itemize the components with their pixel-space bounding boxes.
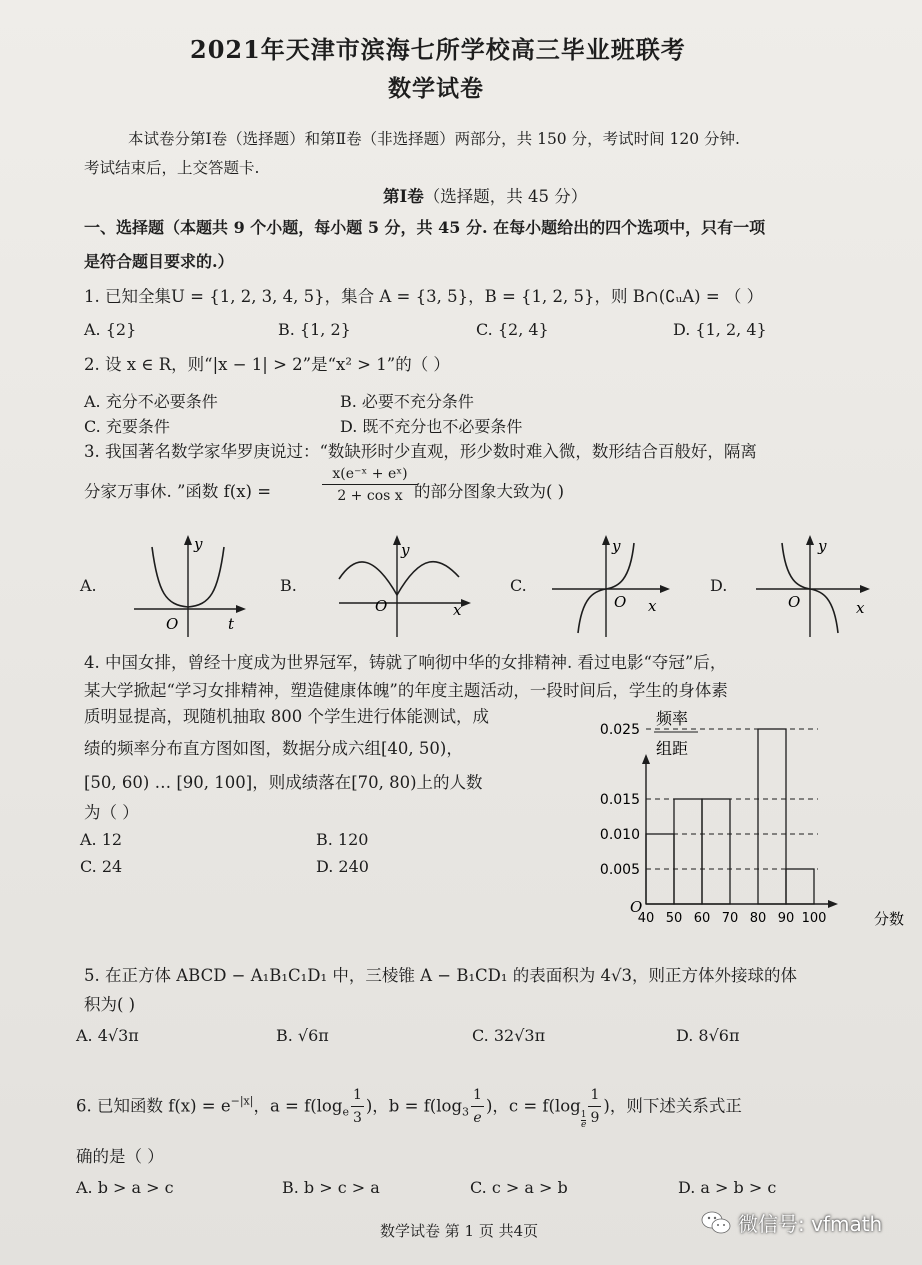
q6-option-c: C. c > a > b <box>470 1178 568 1197</box>
x-label: x <box>453 601 462 619</box>
q5-option-a: A. 4√3π <box>76 1026 139 1045</box>
section-instructions-2: 是符合题目要求的.） <box>84 252 234 271</box>
q6-sub2: 3 <box>462 1105 470 1119</box>
histogram-xlabel: 分数 <box>874 910 905 928</box>
histogram-bar-90-100 <box>786 869 814 904</box>
q3-line-1: 3. 我国著名数学家华罗庚说过：“数缺形时少直观，形少数时难入微，数形结合百般好，隔离 <box>84 442 757 461</box>
histogram-ytick-0.005: 0.005 <box>599 862 640 878</box>
exam-subtitle: 数学试卷 <box>388 75 484 102</box>
q1-option-d: D. {1, 2, 4} <box>673 320 767 339</box>
x-arrow <box>660 585 670 593</box>
y-label: y <box>818 537 827 555</box>
q1-option-c: C. {2, 4} <box>476 320 549 339</box>
ylabel-top: 频率 <box>656 709 689 728</box>
q6-option-b: B. b > c > a <box>282 1178 380 1197</box>
q6-frac1-num: 1 <box>351 1084 364 1107</box>
histogram-bar-60-70 <box>702 799 730 904</box>
q3-frac-den: 2 + cos x <box>337 488 403 504</box>
q4-option-b: B. 120 <box>316 830 369 849</box>
q1-option-b: B. {1, 2} <box>278 320 351 339</box>
origin-label: O <box>166 615 179 633</box>
histogram-ytick-0.025: 0.025 <box>599 722 640 738</box>
q6-stem-d: )，c = f(log <box>485 1096 581 1116</box>
q3-option-c-label: C. <box>510 576 527 595</box>
y-arrow <box>184 535 192 545</box>
q6-frac3-num: 1 <box>588 1084 601 1107</box>
y-arrow <box>393 535 401 545</box>
x-label: x <box>856 599 865 617</box>
q5-option-b: B. √6π <box>276 1026 329 1045</box>
q4-line-2: 某大学掀起“学习女排精神，塑造健康体魄”的年度主题活动，一段时间后，学生的身体素 <box>84 681 728 700</box>
x-arrow <box>461 599 471 607</box>
q3-graph-d <box>752 533 882 639</box>
q4-line-3: 质明显提高，现随机抽取 800 个学生进行体能测试，成 <box>84 707 489 726</box>
q2-stem: 2. 设 x ∈ R，则“|x − 1| > 2”是“x² > 1”的（ ） <box>84 355 450 374</box>
q6-option-d: D. a > b > c <box>678 1178 777 1197</box>
section-instructions-1: 一、选择题（本题共 9 个小题，每小题 5 分，共 45 分. 在每小题给出的四个选项中，只有一项 <box>84 218 766 237</box>
q6-sub3 <box>581 1111 587 1130</box>
x-arrow <box>236 605 246 613</box>
histogram-xtick-40: 40 <box>637 911 655 926</box>
origin-label: O <box>614 593 627 611</box>
q3-graph-b <box>335 533 475 639</box>
q2-option-b: B. 必要不充分条件 <box>340 392 474 411</box>
q6-stem-e: )，则下述关系式正 <box>603 1096 742 1116</box>
x-label: x <box>648 597 657 615</box>
q6-stem-c: )，b = f(log <box>365 1096 463 1116</box>
q5-stem: 5. 在正方体 ABCD − A₁B₁C₁D₁ 中，三棱锥 A − B₁CD₁ 的表面积为 4√3，则正方体外接球的体 <box>84 966 798 985</box>
q4-line-6: 为（ ） <box>84 803 139 822</box>
q4-option-d: D. 240 <box>316 857 369 876</box>
section-note: （选择题，共 45 分） <box>423 187 588 206</box>
q5-option-c: C. 32√3π <box>472 1026 546 1045</box>
section-header <box>383 186 587 208</box>
q6-frac2-den: e <box>473 1110 482 1126</box>
histogram-marks <box>600 722 838 926</box>
intro-line-1: 本试卷分第Ⅰ卷（选择题）和第Ⅱ卷（非选择题）两部分，共 150 分，考试时间 120 分钟. <box>128 130 740 148</box>
q5-stem-2: 积为( ) <box>84 995 136 1014</box>
intro-line-2: 考试结束后，上交答题卡. <box>84 159 260 177</box>
histogram-ytick-0.015: 0.015 <box>599 792 640 808</box>
y-label: y <box>194 535 203 553</box>
q6-frac1-den: 3 <box>352 1110 362 1126</box>
q3-graph-a <box>130 533 250 639</box>
q4-line-1: 4. 中国女排，曾经十度成为世界冠军，铸就了响彻中华的女排精神. 看过电影“夺冠”后， <box>84 653 727 672</box>
ylabel-bottom: 组距 <box>656 739 689 758</box>
y-arrow <box>602 535 610 545</box>
q5-option-d: D. 8√6π <box>676 1026 740 1045</box>
q1-stem: 1. 已知全集U = {1, 2, 3, 4, 5}，集合 A = {3, 5}，B = {1, 2, 5}，则 B∩(∁ᵤA) = （ ） <box>84 287 764 306</box>
x-arrow <box>860 585 870 593</box>
histogram-origin: O <box>630 898 643 916</box>
q4-histogram <box>590 704 910 930</box>
q3-graph-c <box>548 533 678 639</box>
y-label: y <box>401 541 410 559</box>
q6-frac2-num: 1 <box>471 1084 484 1107</box>
q6-sub1: e <box>342 1105 349 1119</box>
q6-stem <box>76 1084 742 1134</box>
histogram-y-arrow <box>642 754 650 764</box>
q6-frac3 <box>588 1084 601 1129</box>
q6-frac3-den: 9 <box>590 1110 600 1126</box>
q6-option-a: A. b > a > c <box>76 1178 174 1197</box>
y-arrow <box>806 535 814 545</box>
watermark-text: 微信号: vfmath <box>738 1212 883 1236</box>
q4-line-5: [50, 60) … [90, 100]，则成绩落在[70, 80)上的人数 <box>84 773 483 792</box>
wechat-icon <box>700 1209 732 1237</box>
section-title: 第Ⅰ卷 <box>383 187 424 206</box>
q2-option-a: A. 充分不必要条件 <box>84 392 218 411</box>
q6-sup: −|x| <box>230 1094 254 1108</box>
q3-fraction <box>322 466 418 504</box>
histogram-xtick-90: 90 <box>777 911 795 926</box>
curve <box>339 562 459 595</box>
exam-title: 2021年天津市滨海七所学校高三毕业班联考 <box>190 35 686 64</box>
q2-option-c: C. 充要条件 <box>84 417 170 436</box>
q3-option-b-label: B. <box>280 576 297 595</box>
q6-sub3-den: e <box>580 1120 587 1130</box>
watermark <box>700 1208 882 1237</box>
q6-stem-a: 6. 已知函数 f(x) = e <box>76 1096 231 1116</box>
q3-frac-num: x(e⁻ˣ + eˣ) <box>322 466 418 485</box>
origin-label: O <box>375 597 388 615</box>
histogram-bar-80-90 <box>758 729 786 904</box>
q3-line-2a: 分家万事休. ”函数 f(x) = <box>84 482 272 501</box>
page-footer: 数学试卷 第 1 页 共4页 <box>380 1222 539 1240</box>
x-label: t <box>228 615 235 633</box>
histogram-x-arrow <box>828 900 838 908</box>
q6-sub3-num: 1 <box>580 1110 587 1120</box>
histogram-bar-50-60 <box>674 799 702 904</box>
histogram-xtick-100: 100 <box>801 911 827 926</box>
q4-option-a: A. 12 <box>80 830 123 849</box>
q6-frac2 <box>471 1084 484 1129</box>
origin-label: O <box>788 593 801 611</box>
histogram-ytick-0.010: 0.010 <box>599 827 640 843</box>
q3-line-2b: 的部分图象大致为( ) <box>414 482 565 501</box>
q4-line-4: 绩的频率分布直方图如图，数据分成六组[40, 50)， <box>84 739 463 758</box>
q2-option-d: D. 既不充分也不必要条件 <box>340 417 523 436</box>
histogram-xtick-80: 80 <box>749 911 767 926</box>
q6-frac1 <box>351 1084 364 1129</box>
q3-option-a-label: A. <box>80 576 97 595</box>
q6-line-2: 确的是（ ） <box>76 1147 164 1166</box>
histogram-xtick-50: 50 <box>665 911 683 926</box>
q1-option-a: A. {2} <box>84 320 137 339</box>
histogram-xtick-60: 60 <box>693 911 711 926</box>
q3-option-d-label: D. <box>710 576 728 595</box>
histogram-xtick-70: 70 <box>721 911 739 926</box>
q4-option-c: C. 24 <box>80 857 123 876</box>
q6-stem-b: ，a = f(log <box>253 1096 343 1116</box>
y-label: y <box>612 537 621 555</box>
